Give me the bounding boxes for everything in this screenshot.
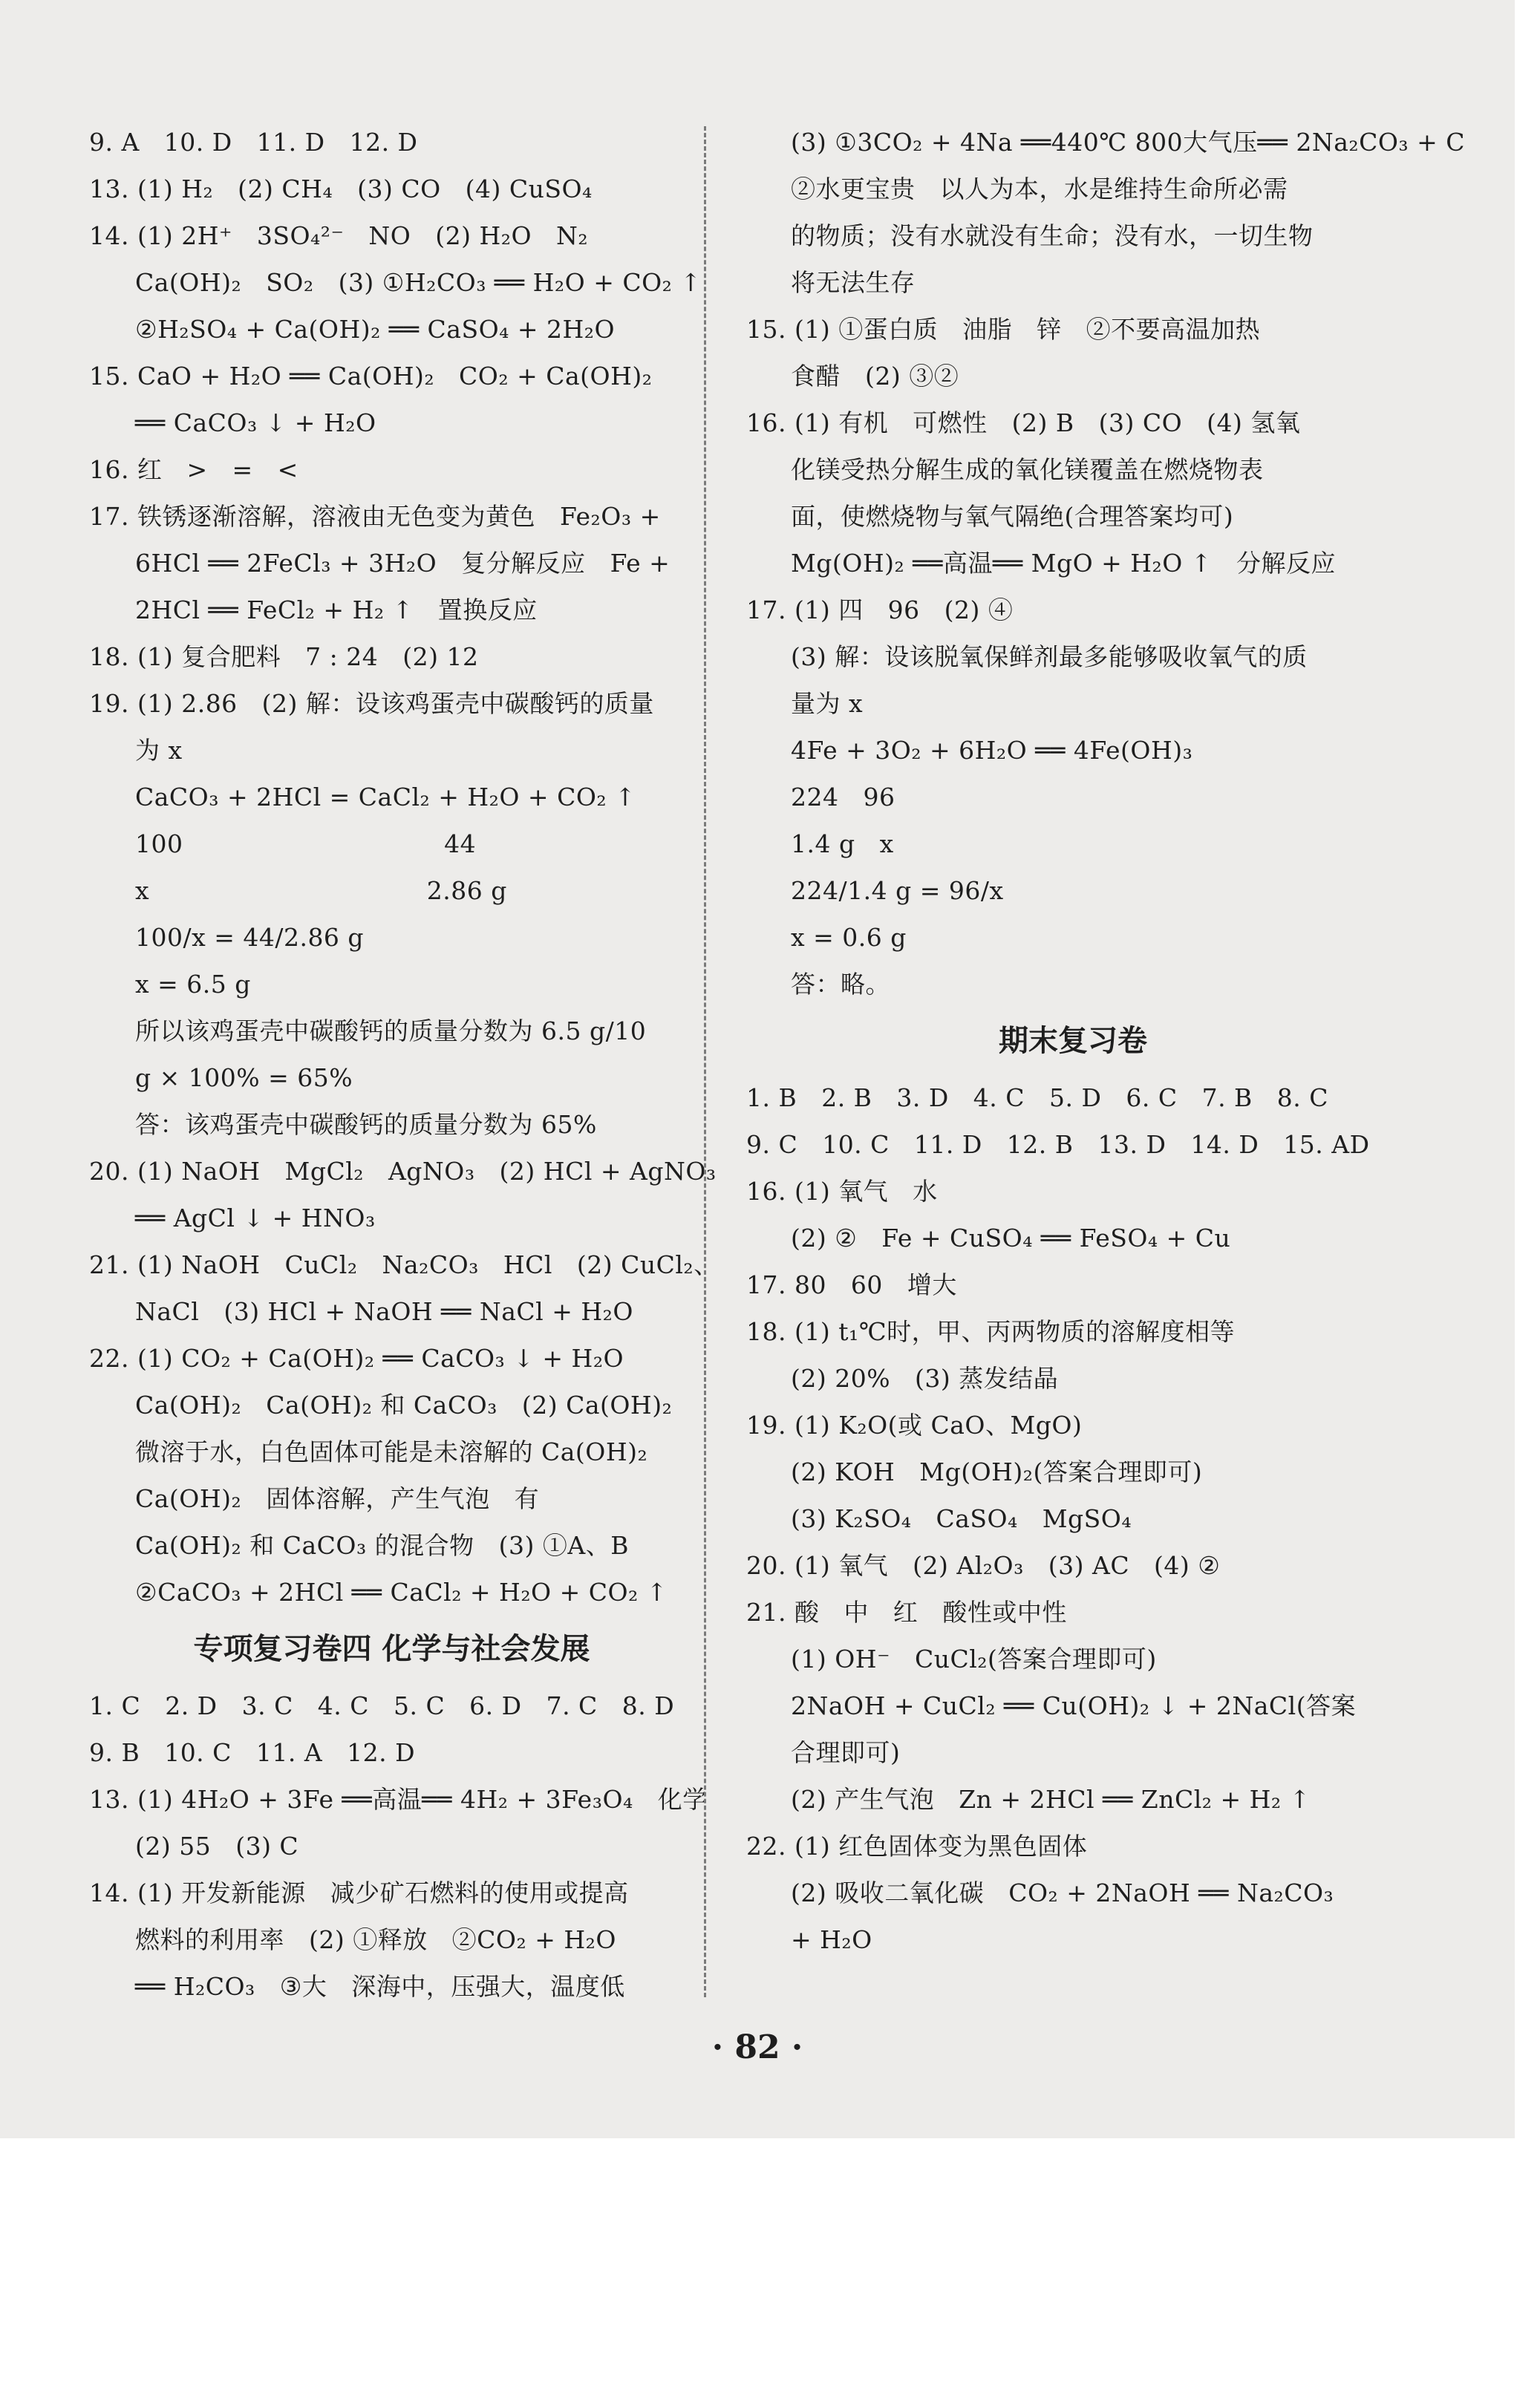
answer-line: 22. (1) CO₂ + Ca(OH)₂ ══ CaCO₃ ↓ + H₂O [89, 1344, 624, 1373]
answer-line: 19. (1) K₂O(或 CaO、MgO) [746, 1411, 1083, 1440]
answer-line: 17. 铁锈逐渐溶解，溶液由无色变为黄色 Fe₂O₃ + [89, 502, 661, 531]
answer-line: 21. 酸 中 红 酸性或中性 [746, 1598, 1067, 1627]
answer-line: 为 x [135, 736, 183, 765]
answer-line: 13. (1) 4H₂O + 3Fe ══高温══ 4H₂ + 3Fe₃O₄ 化学 [89, 1785, 708, 1814]
answer-line: 17. 80 60 增大 [746, 1270, 957, 1299]
answer-line: 所以该鸡蛋壳中碳酸钙的质量分数为 6.5 g/10 [135, 1016, 647, 1045]
answer-line: 答：略。 [791, 970, 890, 999]
answer-line: 224/1.4 g = 96/x [791, 876, 1004, 905]
answer-line: 14. (1) 2H⁺ 3SO₄²⁻ NO (2) H₂O N₂ [89, 221, 589, 250]
answer-line: 20. (1) NaOH MgCl₂ AgNO₃ (2) HCl + AgNO₃ [89, 1157, 717, 1186]
answer-line: Ca(OH)₂ 固体溶解，产生气泡 有 [135, 1484, 540, 1513]
answer-line: (2) 20% (3) 蒸发结晶 [791, 1364, 1059, 1393]
answer-line: 2NaOH + CuCl₂ ══ Cu(OH)₂ ↓ + 2NaCl(答案 [791, 1691, 1357, 1720]
answer-line: 量为 x [791, 689, 864, 718]
answer-line: 化镁受热分解生成的氧化镁覆盖在燃烧物表 [791, 455, 1264, 484]
answer-line: 1.4 g x [791, 829, 894, 858]
answer-line: 15. CaO + H₂O ══ Ca(OH)₂ CO₂ + Ca(OH)₂ [89, 362, 653, 391]
answer-line: 9. B 10. C 11. A 12. D [89, 1738, 416, 1767]
answer-line: 的物质；没有水就没有生命；没有水，一切生物 [791, 221, 1314, 250]
answer-line: 9. C 10. C 11. D 12. B 13. D 14. D 15. AD [746, 1130, 1370, 1159]
answer-line: Ca(OH)₂ Ca(OH)₂ 和 CaCO₃ (2) Ca(OH)₂ [135, 1391, 673, 1420]
answer-line: (2) 55 (3) C [135, 1832, 299, 1861]
answer-line: (3) 解：设该脱氧保鲜剂最多能够吸收氧气的质 [791, 642, 1308, 671]
answer-line: 答：该鸡蛋壳中碳酸钙的质量分数为 65% [135, 1110, 597, 1139]
answer-line: 食醋 (2) ③② [791, 362, 959, 391]
answer-line: (2) 产生气泡 Zn + 2HCl ══ ZnCl₂ + H₂ ↑ [791, 1785, 1311, 1814]
left-column [89, 119, 719, 2010]
answer-line: 将无法生存 [791, 268, 916, 297]
answer-line: 16. (1) 氧气 水 [746, 1177, 938, 1206]
answer-line: x = 6.5 g [135, 970, 251, 999]
answer-line: (2) ② Fe + CuSO₄ ══ FeSO₄ + Cu [791, 1224, 1231, 1253]
answer-line: 1. B 2. B 3. D 4. C 5. D 6. C 7. B 8. C [746, 1083, 1329, 1112]
answer-line: 6HCl ══ 2FeCl₃ + 3H₂O 复分解反应 Fe + [135, 549, 671, 578]
answer-line: 100 44 [135, 829, 477, 858]
right-column [746, 119, 1466, 1963]
section-title-final-review: 期末复习卷 [999, 1024, 1147, 1058]
answer-line: x = 0.6 g [791, 923, 907, 952]
answer-line: Ca(OH)₂ SO₂ (3) ①H₂CO₃ ══ H₂O + CO₂ ↑ [135, 268, 702, 297]
answer-line: ②H₂SO₄ + Ca(OH)₂ ══ CaSO₄ + 2H₂O [135, 315, 616, 344]
answer-line: Mg(OH)₂ ══高温══ MgO + H₂O ↑ 分解反应 [791, 549, 1336, 578]
answer-line: (3) K₂SO₄ CaSO₄ MgSO₄ [791, 1504, 1132, 1533]
answer-line: g × 100% = 65% [135, 1063, 353, 1092]
answer-line: ══ AgCl ↓ + HNO₃ [135, 1204, 376, 1232]
answer-line: (1) OH⁻ CuCl₂(答案合理即可) [791, 1645, 1157, 1674]
answer-line: 燃料的利用率 (2) ①释放 ②CO₂ + H₂O [135, 1925, 616, 1954]
answer-line: 18. (1) t₁℃时，甲、丙两物质的溶解度相等 [746, 1317, 1236, 1346]
answer-line: 16. (1) 有机 可燃性 (2) B (3) CO (4) 氢氧 [746, 408, 1301, 437]
section-title-topic-review-4: 专项复习卷四 化学与社会发展 [193, 1632, 590, 1666]
answer-line: 1. C 2. D 3. C 4. C 5. C 6. D 7. C 8. D [89, 1691, 675, 1720]
answer-line: 合理即可) [791, 1738, 901, 1767]
answer-line: 9. A 10. D 11. D 12. D [89, 128, 418, 157]
answer-line: 20. (1) 氧气 (2) Al₂O₃ (3) AC (4) ② [746, 1551, 1221, 1580]
page-number: · 82 · [711, 2028, 803, 2066]
answer-line: 17. (1) 四 96 (2) ④ [746, 595, 1014, 624]
answer-line: + H₂O [791, 1925, 872, 1954]
answer-line: 13. (1) H₂ (2) CH₄ (3) CO (4) CuSO₄ [89, 174, 593, 203]
answer-line: ══ H₂CO₃ ③大 深海中，压强大，温度低 [135, 1972, 625, 2001]
answer-line: 4Fe + 3O₂ + 6H₂O ══ 4Fe(OH)₃ [791, 736, 1193, 765]
answer-line: 面，使燃烧物与氧气隔绝(合理答案均可) [791, 502, 1234, 531]
answer-line: (2) 吸收二氧化碳 CO₂ + 2NaOH ══ Na₂CO₃ [791, 1878, 1334, 1907]
answer-line: ══ CaCO₃ ↓ + H₂O [135, 408, 376, 437]
answer-line: CaCO₃ + 2HCl = CaCl₂ + H₂O + CO₂ ↑ [135, 783, 636, 812]
answer-line: ②水更宝贵 以人为本，水是维持生命所必需 [791, 174, 1288, 203]
answer-line: (3) ①3CO₂ + 4Na ══440℃ 800大气压══ 2Na₂CO₃ + C [791, 128, 1466, 157]
answer-line: Ca(OH)₂ 和 CaCO₃ 的混合物 (3) ①A、B [135, 1531, 629, 1560]
column-divider [704, 126, 706, 1997]
answer-line: 22. (1) 红色固体变为黑色固体 [746, 1832, 1088, 1861]
answer-line: 微溶于水，白色固体可能是未溶解的 Ca(OH)₂ [135, 1437, 648, 1466]
answer-line: 224 96 [791, 783, 895, 812]
answer-line: 18. (1) 复合肥料 7 : 24 (2) 12 [89, 642, 479, 671]
answer-line: 21. (1) NaOH CuCl₂ Na₂CO₃ HCl (2) CuCl₂、 [89, 1250, 719, 1279]
answer-line: 100/x = 44/2.86 g [135, 923, 365, 952]
answer-line: 15. (1) ①蛋白质 油脂 锌 ②不要高温加热 [746, 315, 1261, 344]
answer-line: 19. (1) 2.86 (2) 解：设该鸡蛋壳中碳酸钙的质量 [89, 689, 654, 718]
answer-line: 2HCl ══ FeCl₂ + H₂ ↑ 置换反应 [135, 595, 538, 624]
answer-line: 16. 红 > = < [89, 455, 298, 484]
answer-line: x 2.86 g [135, 876, 507, 905]
answer-line: ②CaCO₃ + 2HCl ══ CaCl₂ + H₂O + CO₂ ↑ [135, 1578, 668, 1607]
answer-line: (2) KOH Mg(OH)₂(答案合理即可) [791, 1457, 1203, 1486]
answer-line: NaCl (3) HCl + NaOH ══ NaCl + H₂O [135, 1297, 633, 1326]
answer-line: 14. (1) 开发新能源 减少矿石燃料的使用或提高 [89, 1878, 629, 1907]
